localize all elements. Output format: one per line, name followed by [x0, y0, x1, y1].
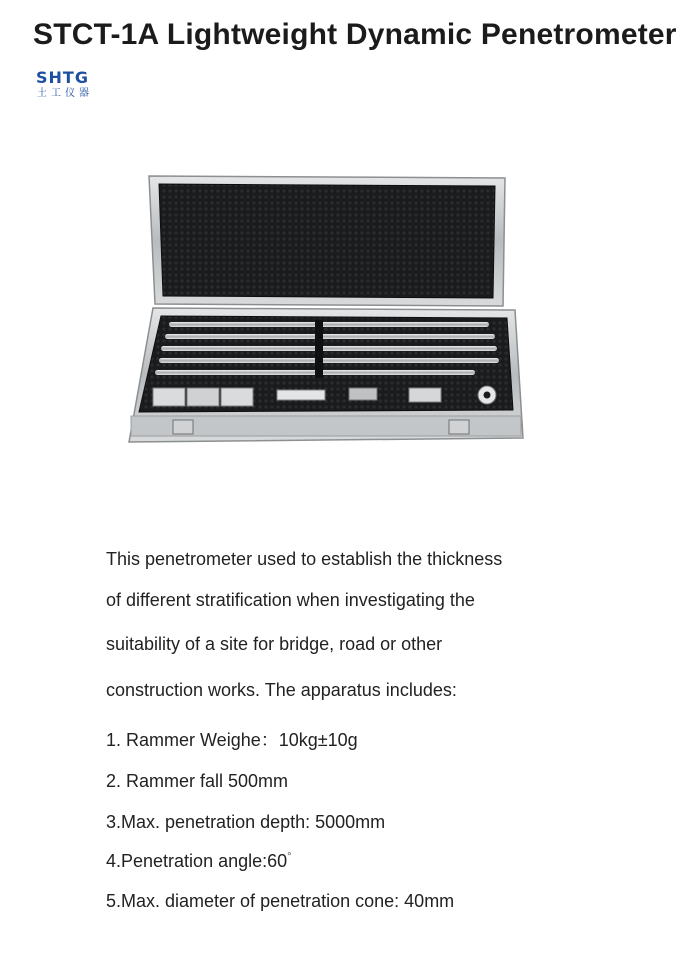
spec-penetration-angle: [106, 851, 292, 872]
page-title: STCT-1A Lightweight Dynamic Penetrometer: [33, 18, 677, 51]
case-lid: [149, 176, 505, 306]
description-line-3: suitability of a site for bridge, road or other: [106, 634, 443, 654]
description-line-2: of different stratification when investigating the: [106, 590, 475, 610]
rod: [159, 358, 499, 363]
cone-holder: [409, 388, 441, 402]
degree-symbol: °: [287, 851, 292, 863]
spec-cone-diameter: 5.Max. diameter of penetration cone: 40mm: [106, 891, 455, 911]
rammer-weights: [153, 388, 253, 406]
spec-penetration-angle-text: 4.Penetration angle:60: [106, 851, 288, 871]
rod: [169, 322, 489, 327]
spec-max-depth: 3.Max. penetration depth: 5000mm: [106, 812, 386, 832]
brand-logo: [36, 68, 106, 100]
logo-mark: SHTG: [36, 68, 89, 87]
anvil: [277, 390, 325, 400]
rod: [165, 334, 495, 339]
description-line-4: construction works. The apparatus includes:: [106, 680, 457, 700]
product-photo: [125, 170, 525, 455]
logo-subtitle: 土工仪器: [37, 88, 93, 99]
spec-rammer-weight: 1. Rammer Weighe：10kg±10g: [106, 730, 358, 750]
coupling: [349, 388, 377, 400]
spec-rammer-fall: 2. Rammer fall 500mm: [106, 771, 289, 791]
description-line-1: This penetrometer used to establish the thickness: [106, 549, 503, 569]
rod: [161, 346, 497, 351]
